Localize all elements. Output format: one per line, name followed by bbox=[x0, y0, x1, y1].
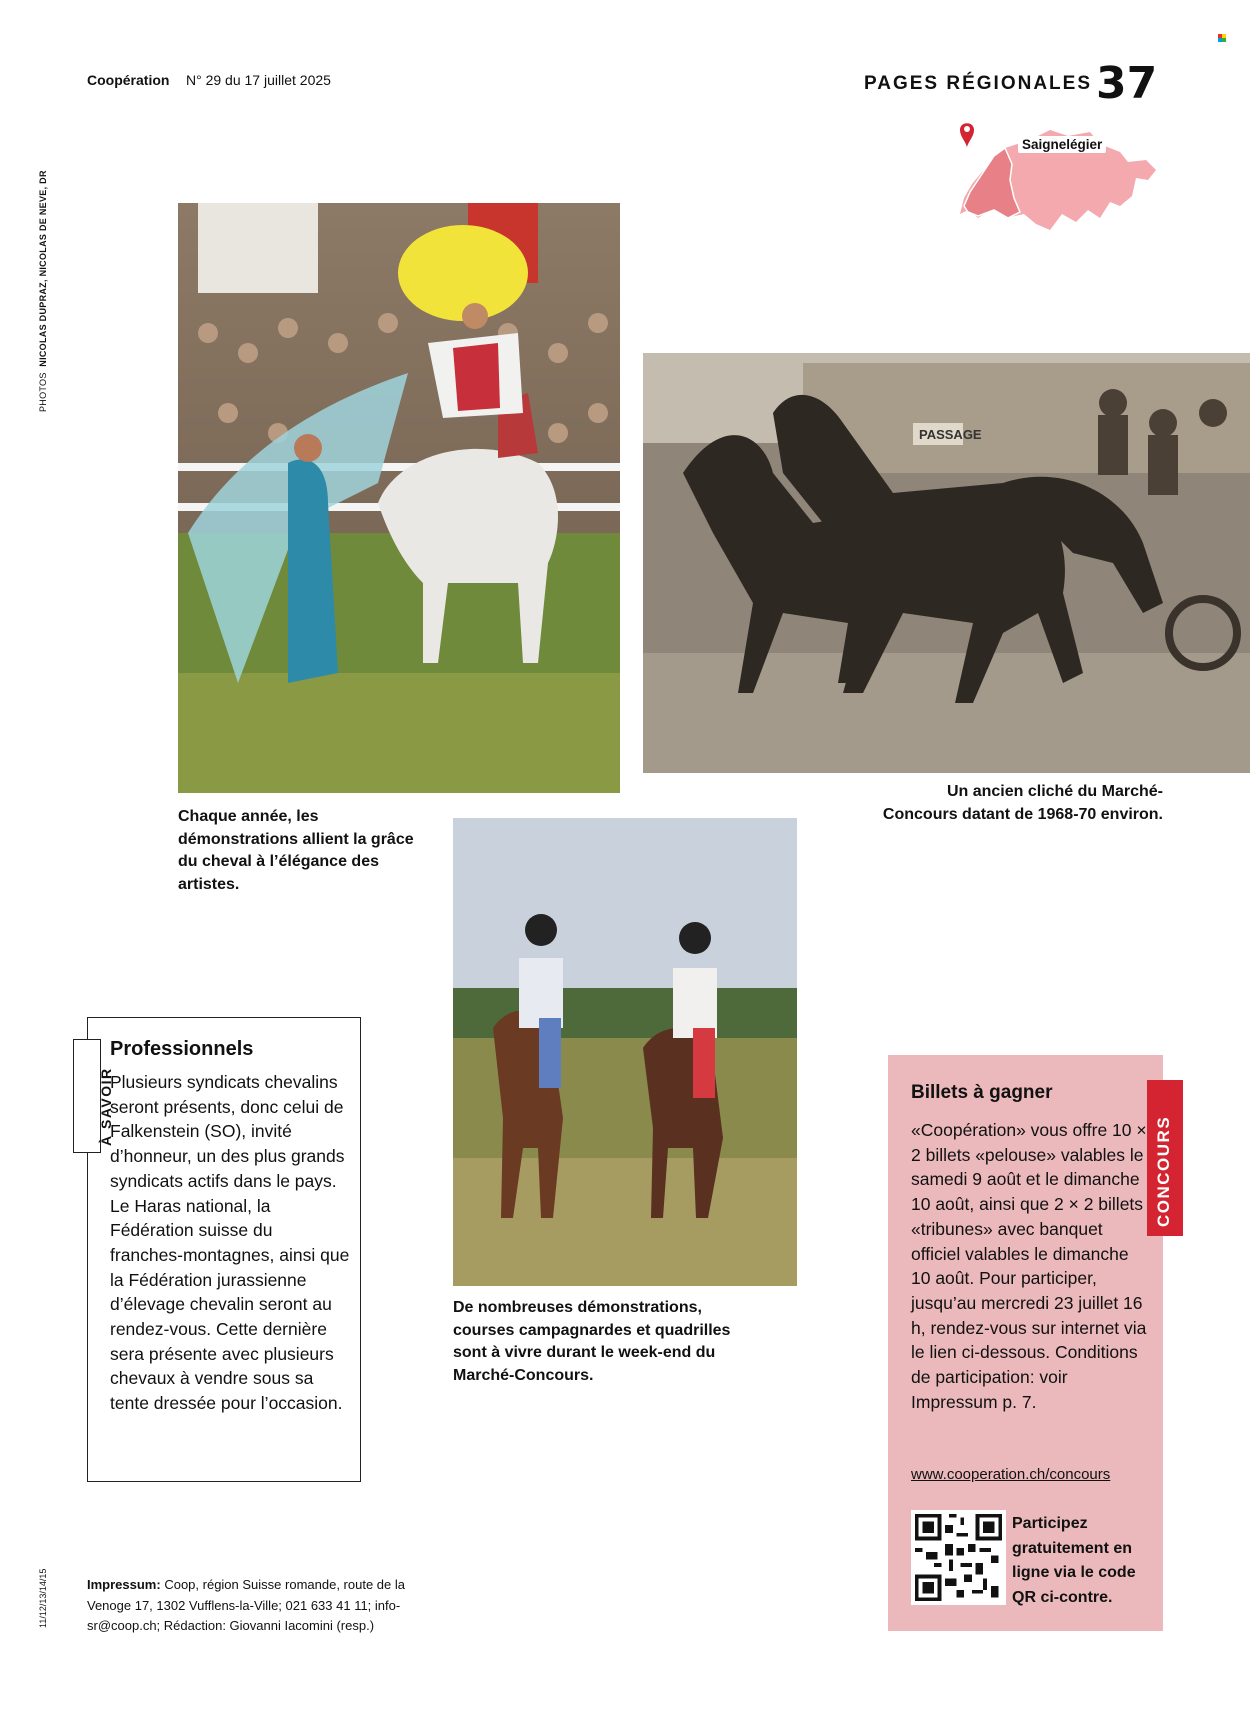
issue-date: N° 29 du 17 juillet 2025 bbox=[186, 72, 331, 88]
impressum-label: Impressum: bbox=[87, 1577, 161, 1592]
credits-names: NICOLAS DUPRAZ, NICOLAS DE NEVE, DR bbox=[38, 170, 48, 367]
info-box-tab bbox=[73, 1039, 114, 1153]
photo-dancer-white-horse bbox=[178, 203, 620, 793]
info-box-body: Plusieurs syndicats chevalins seront présents, donc celui de Falkenstein (SO), invité d’honneur, un des plus grands syndicats actifs dans le pays. Le Haras national, la Fédération suisse du franches-montagnes, ainsi que la Fédération jurassienne d’élevage chevalin seront au rendez-vous. Cette dernière sera présente avec plusieurs chevaux à vendre sous sa tente dressée pour l’occasion. bbox=[110, 1072, 350, 1414]
printer-color-mark bbox=[1218, 34, 1226, 42]
svg-text:PASSAGE: PASSAGE bbox=[919, 427, 982, 442]
impressum bbox=[87, 1575, 447, 1637]
contest-tab-label: CONCOURS bbox=[1154, 1115, 1173, 1227]
map-location-label: Saignelégier bbox=[1018, 136, 1106, 153]
contest-body: «Coopération» vous offre 10 × 2 billets «pelouse» valables le samedi 9 août et le dimanche 10 août, ainsi que 2 × 2 billets «tribunes» avec banquet officiel valables le dimanche 10 août. Pour participer, jusqu’au mercredi 23 juillet 16 h, rendez-vous sur internet via le lien ci-dessous. Conditions de participation: voir Impressum p. 7. bbox=[911, 1120, 1147, 1412]
caption-photo-riders: De nombreuses démonstrations, courses campagnardes et quadrilles sont à vivre durant le week-end du Marché-Concours. bbox=[453, 1299, 731, 1384]
contest-call-to-action: Participez gratuitement en ligne via le code QR ci-contre. bbox=[1012, 1515, 1136, 1606]
edition-codes: 11/12/13/14/15 bbox=[38, 1568, 48, 1628]
photo-historical-horses bbox=[643, 353, 1250, 773]
photo-two-riders bbox=[453, 818, 797, 1286]
info-box-tab-label: À SAVOIR bbox=[98, 1067, 114, 1146]
impressum-text: Coop, région Suisse romande, route de la Venoge 17, 1302 Vufflens-la-Ville; 021 633 41 11; info-sr@coop.ch; Rédaction: Giovanni Iacomini (resp.) bbox=[87, 1577, 405, 1633]
credits-label: PHOTOS bbox=[38, 372, 48, 412]
contest-title: Billets à gagner bbox=[911, 1082, 1053, 1103]
qr-code-icon[interactable] bbox=[911, 1510, 1006, 1605]
caption-photo-historical: Un ancien cliché du Marché-Concours datant de 1968-70 environ. bbox=[882, 783, 1163, 823]
page-number: 37 bbox=[1096, 58, 1158, 109]
location-pin-icon bbox=[960, 123, 974, 148]
section-title: PAGES RÉGIONALES bbox=[864, 73, 1093, 94]
caption-photo-dancer: Chaque année, les démonstrations allient la grâce du cheval à l’élégance des artistes. bbox=[178, 808, 414, 893]
contest-tab bbox=[1147, 1080, 1183, 1236]
photo-credits bbox=[38, 170, 48, 412]
info-box-title: Professionnels bbox=[110, 1038, 254, 1060]
contest-link[interactable]: www.cooperation.ch/concours bbox=[911, 1466, 1111, 1483]
publication-name: Coopération bbox=[87, 72, 170, 88]
